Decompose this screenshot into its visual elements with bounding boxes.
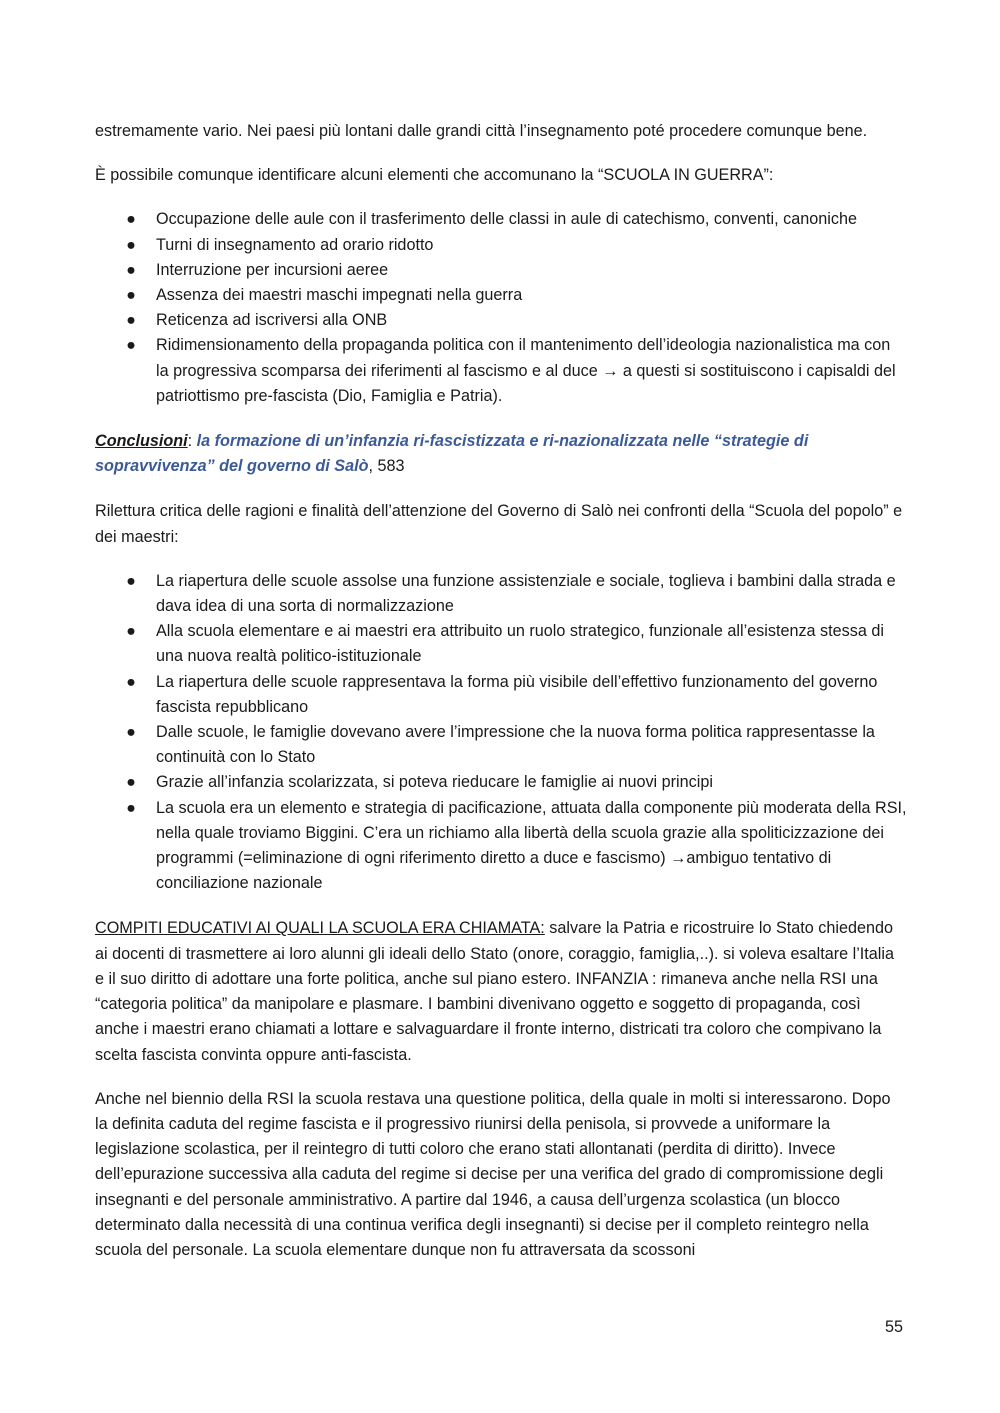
compiti-text: salvare la Patria e ricostruire lo Stato chiedendo ai docenti di trasmettere ai loro alunni gli ideali dello Stato (onore, coraggio, famiglia,..). si voleva esaltare l’Italia e il suo diritto di adottare una forte politica, anche sul piano estero. INFANZIA : rimaneva anche nella RSI una “categoria politica” da manipolare e plasmare. I bambini divenivano oggetto e soggetto di propaganda, così anche i maestri erano chiamati a lottare e salvaguardare il fronte interno, districati tra coloro che compivano la scelta fascista convinta oppure anti-fascista. [95, 919, 894, 1064]
bullet-icon: ● [126, 336, 136, 355]
heading-keyword: Conclusioni [95, 432, 188, 451]
heading-title: la formazione di un’infanzia ri-fascistizzata e ri-nazionalizzata nelle “strategie di sopravvivenza” del governo di Salò [95, 432, 809, 476]
bullet-icon: ● [126, 210, 136, 229]
section-heading-conclusioni [95, 429, 907, 479]
bullet-icon: ● [126, 286, 136, 305]
bullet-icon: ● [126, 723, 136, 742]
list-item [95, 619, 907, 669]
list-item-text: La riapertura delle scuole assolse una funzione assistenziale e sociale, toglieva i bambini dalla strada e dava idea di una sorta di normalizzazione [156, 571, 896, 616]
bullet-icon: ● [126, 235, 136, 254]
list-item-text: Alla scuola elementare e ai maestri era attribuito un ruolo strategico, funzionale all’esistenza stessa di una nuova realtà politico-istituzionale [156, 622, 884, 666]
list-item-text: Dalle scuole, le famiglie dovevano avere l’impressione che la nuova forma politica rappresentasse la continuità con lo Stato [156, 723, 875, 767]
bullet-icon: ● [126, 672, 136, 691]
page-number: 55 [884, 1318, 903, 1336]
bullet-icon: ● [126, 571, 136, 590]
list-item [95, 670, 907, 720]
list-item [95, 569, 907, 619]
list-item [95, 207, 907, 232]
list-scuola-in-guerra [95, 207, 907, 409]
paragraph-scuola-in-guerra-intro: È possibile comunque identificare alcuni elementi che accomunano la “SCUOLA IN GUERRA”: [95, 166, 774, 185]
list-item-text: Grazie all’infanzia scolarizzata, si poteva rieducare le famiglie ai nuovi principi [156, 773, 713, 792]
paragraph-biennio-rsi: Anche nel biennio della RSI la scuola restava una questione politica, della quale in molti si interessarono. Dopo la definita caduta del regime fascista e il progressivo riunirsi della penisola, si provvede a uniformare la legislazione scolastica, per il reintegro di tutti coloro che erano stati allontanati (perdita di diritto). Invece dell’epurazione successiva alla caduta del regime si decise per una verifica del grado di compromissione degli insegnanti e del personale amministrativo. A partire dal 1946, a causa dell’urgenza scolastica (un blocco determinato dalla necessità di una continua verifica degli insegnanti) si decise per il completo reintegro nella scuola del personale. La scuola elementare dunque non fu attraversata da scossoni [95, 1089, 891, 1259]
list-item-text: Occupazione delle aule con il trasferimento delle classi in aule di catechismo, conventi, canoniche [156, 210, 857, 229]
list-item-text: Reticenza ad iscriversi alla ONB [156, 311, 388, 330]
list-item-text: La riapertura delle scuole rappresentava la forma più visibile dell’effettivo funzionamento del governo fascista repubblicano [156, 672, 878, 716]
list-item [95, 233, 907, 258]
list-item [95, 333, 907, 409]
document-body [95, 119, 907, 1263]
list-item [95, 770, 907, 795]
list-item [95, 720, 907, 770]
list-item [95, 308, 907, 333]
list-item [95, 796, 907, 897]
bullet-icon: ● [126, 798, 136, 817]
list-item-text: Turni di insegnamento ad orario ridotto [156, 235, 434, 254]
compiti-lead: COMPITI EDUCATIVI AI QUALI LA SCUOLA ERA CHIAMATA: [95, 919, 545, 938]
list-item-text: Assenza dei maestri maschi impegnati nella guerra [156, 286, 523, 305]
bullet-icon: ● [126, 622, 136, 641]
paragraph-continuation: estremamente vario. Nei paesi più lontani dalle grandi città l’insegnamento poté procedere comunque bene. [95, 122, 868, 140]
bullet-icon: ● [126, 773, 136, 792]
list-item-text: Ridimensionamento della propaganda politica con il mantenimento dell’ideologia nazionalistica ma con la progressiva scomparsa dei riferimenti al fascismo e al duce → a questi si sostituiscono i capisaldi del patriottismo pre-fascista (Dio, Famiglia e Patria). [156, 336, 896, 405]
heading-separator: : [187, 432, 197, 451]
list-item [95, 258, 907, 283]
list-item-text: La scuola era un elemento e strategia di pacificazione, attuata dalla componente più moderata della RSI, nella quale troviamo Biggini. C’era un richiamo alla libertà della scuola grazie alla spoliticizzazione dei programmi (=eliminazione di ogni riferimento diretto a duce e fascismo) →ambiguo tentativo di conciliazione nazionale [156, 798, 907, 893]
paragraph-compiti-educativi [95, 916, 907, 1067]
list-item-text: Interruzione per incursioni aeree [156, 260, 389, 279]
paragraph-rilettura: Rilettura critica delle ragioni e finalità dell’attenzione del Governo di Salò nei confronti della “Scuola del popolo” e dei maestri: [95, 502, 903, 546]
list-conclusioni [95, 569, 907, 897]
bullet-icon: ● [126, 260, 136, 279]
bullet-icon: ● [126, 311, 136, 330]
list-item [95, 283, 907, 308]
heading-page-ref: , 583 [368, 457, 405, 476]
